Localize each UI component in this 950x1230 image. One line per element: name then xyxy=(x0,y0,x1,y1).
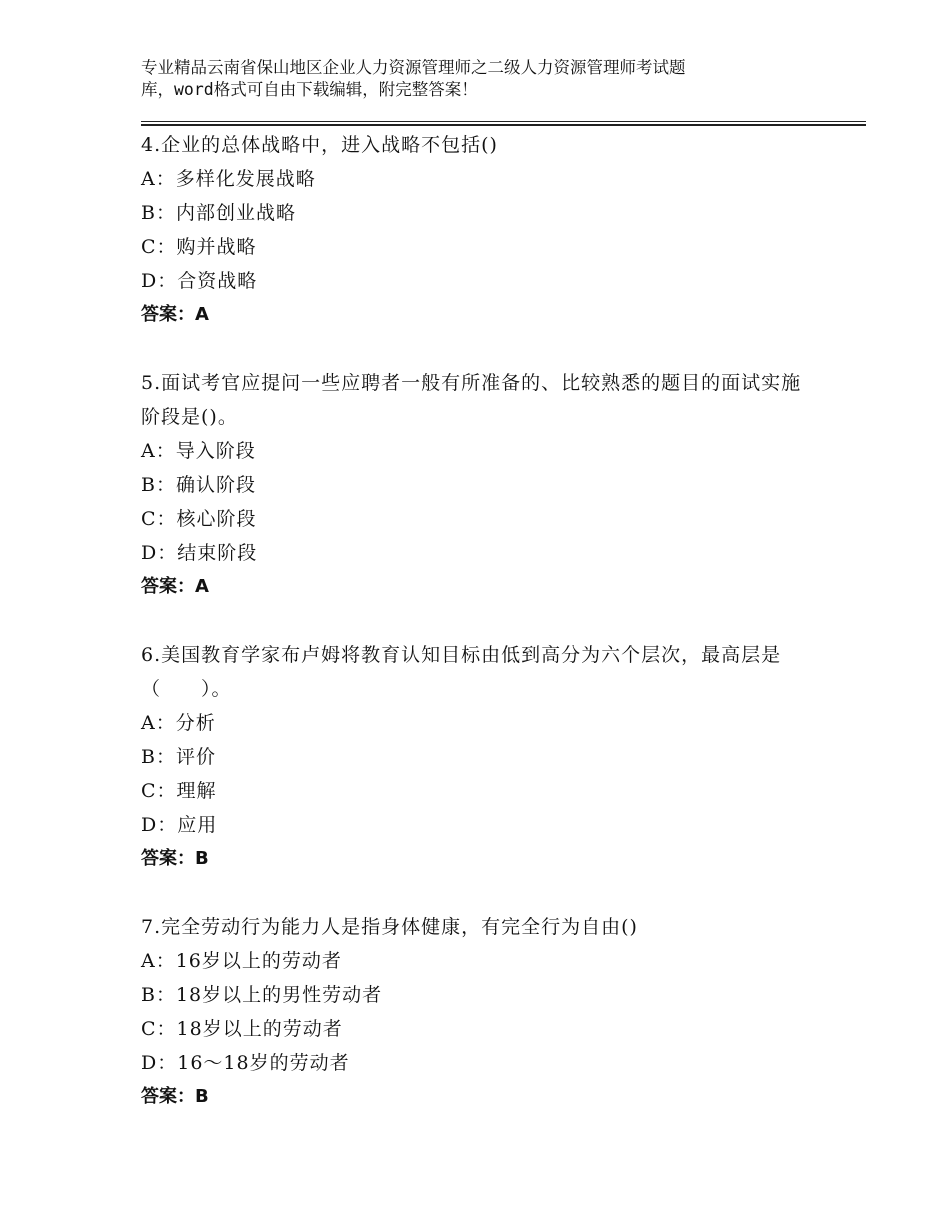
option-a: A：导入阶段 xyxy=(141,440,256,462)
spacer xyxy=(141,332,821,366)
question-item xyxy=(141,366,821,604)
option-a: A：分析 xyxy=(141,712,216,734)
option-b: B：18岁以上的男性劳动者 xyxy=(141,984,383,1006)
question-text: 4.企业的总体战略中，进入战略不包括() xyxy=(141,134,498,156)
option-d: D：合资战略 xyxy=(141,270,258,292)
question-item xyxy=(141,128,821,332)
option-c: C：理解 xyxy=(141,780,217,802)
question-text: 6.美国教育学家布卢姆将教育认知目标由低到高分为六个层次，最高层是（ ）。 xyxy=(141,644,782,700)
answer-label: 答案：B xyxy=(141,1086,209,1107)
spacer xyxy=(141,604,821,638)
answer-label: 答案：B xyxy=(141,848,209,869)
option-c: C：核心阶段 xyxy=(141,508,257,530)
option-b: B：评价 xyxy=(141,746,216,768)
option-a: A：多样化发展战略 xyxy=(141,168,316,190)
option-a: A：16岁以上的劳动者 xyxy=(141,950,342,972)
answer-label: 答案：A xyxy=(141,304,209,325)
question-text: 5.面试考官应提问一些应聘者一般有所准备的、比较熟悉的题目的面试实施阶段是()。 xyxy=(141,372,802,428)
option-c: C：购并战略 xyxy=(141,236,257,258)
option-d: D：16～18岁的劳动者 xyxy=(141,1052,350,1074)
option-d: D：应用 xyxy=(141,814,218,836)
option-b: B：内部创业战略 xyxy=(141,202,296,224)
option-d: D：结束阶段 xyxy=(141,542,258,564)
document-header xyxy=(141,57,781,101)
question-item xyxy=(141,638,821,876)
header-title-line-2: 库，word格式可自由下载编辑，附完整答案！ xyxy=(141,80,478,99)
option-b: B：确认阶段 xyxy=(141,474,256,496)
spacer xyxy=(141,876,821,910)
option-c: C：18岁以上的劳动者 xyxy=(141,1018,343,1040)
answer-label: 答案：A xyxy=(141,576,209,597)
header-divider-thin xyxy=(141,121,866,122)
question-list xyxy=(141,128,821,1114)
question-text: 7.完全劳动行为能力人是指身体健康，有完全行为自由() xyxy=(141,916,638,938)
header-divider-thick xyxy=(141,124,866,126)
question-item xyxy=(141,910,821,1114)
header-title-line-1: 专业精品云南省保山地区企业人力资源管理师之二级人力资源管理师考试题 xyxy=(141,58,686,77)
